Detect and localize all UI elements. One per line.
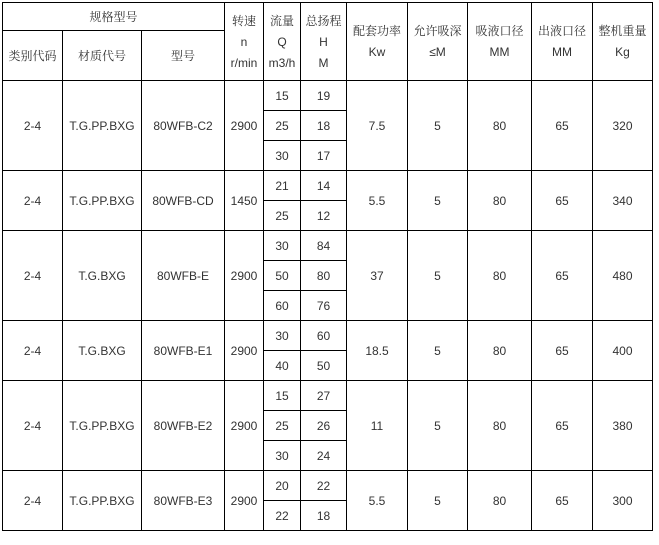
flow-cell: 30 bbox=[264, 321, 301, 351]
power-label: 配套功率 bbox=[352, 24, 401, 38]
power-cell: 37 bbox=[347, 231, 408, 321]
weight-cell: 340 bbox=[593, 171, 653, 231]
flow-cell: 15 bbox=[264, 381, 301, 411]
suction-depth-cell: 5 bbox=[408, 81, 468, 171]
head-cell: 50 bbox=[301, 351, 347, 381]
model-cell: 80WFB-C2 bbox=[142, 81, 225, 171]
flow-cell: 25 bbox=[264, 201, 301, 231]
table-row bbox=[3, 81, 653, 111]
material-code-cell: T.G.PP.BXG bbox=[63, 471, 142, 531]
head-cell: 84 bbox=[301, 231, 347, 261]
outlet-diameter-cell: 65 bbox=[532, 171, 593, 231]
flow-unit: m3/h bbox=[268, 55, 296, 70]
head-unit: M bbox=[318, 55, 329, 70]
head-cell: 14 bbox=[301, 171, 347, 201]
power-cell: 11 bbox=[347, 381, 408, 471]
suction-diameter-unit: MM bbox=[489, 45, 510, 59]
model-cell: 80WFB-E3 bbox=[142, 471, 225, 531]
category-code-cell: 2-4 bbox=[3, 81, 63, 171]
head-cell: 76 bbox=[301, 291, 347, 321]
suction-diameter-cell: 80 bbox=[468, 381, 532, 471]
flow-label: 流量 bbox=[269, 13, 294, 28]
suction-depth-cell: 5 bbox=[408, 321, 468, 381]
suction-depth-cell: 5 bbox=[408, 471, 468, 531]
head-cell: 12 bbox=[301, 201, 347, 231]
category-code-cell: 2-4 bbox=[3, 231, 63, 321]
suction-depth-cell: 5 bbox=[408, 381, 468, 471]
flow-header bbox=[264, 3, 301, 81]
head-cell: 17 bbox=[301, 141, 347, 171]
material-code-cell: T.G.PP.BXG bbox=[63, 171, 142, 231]
model-cell: 80WFB-E1 bbox=[142, 321, 225, 381]
suction-diameter-cell: 80 bbox=[468, 231, 532, 321]
table-row bbox=[3, 321, 653, 351]
head-cell: 26 bbox=[301, 411, 347, 441]
outlet-diameter-cell: 65 bbox=[532, 471, 593, 531]
flow-cell: 22 bbox=[264, 501, 301, 531]
suction-diameter-cell: 80 bbox=[468, 81, 532, 171]
table-row bbox=[3, 471, 653, 501]
flow-cell: 20 bbox=[264, 471, 301, 501]
suction-depth-cell: 5 bbox=[408, 171, 468, 231]
power-cell: 18.5 bbox=[347, 321, 408, 381]
outlet-diameter-cell: 65 bbox=[532, 321, 593, 381]
speed-cell: 2900 bbox=[225, 231, 264, 321]
speed-header bbox=[225, 3, 264, 81]
outlet-diameter-header bbox=[532, 3, 593, 81]
speed-cell: 2900 bbox=[225, 471, 264, 531]
model-cell: 80WFB-CD bbox=[142, 171, 225, 231]
spec-group-header: 规格型号 bbox=[3, 3, 225, 31]
flow-cell: 30 bbox=[264, 141, 301, 171]
speed-symbol: n bbox=[240, 34, 248, 49]
model-cell: 80WFB-E2 bbox=[142, 381, 225, 471]
table-row bbox=[3, 171, 653, 201]
table-row bbox=[3, 381, 653, 411]
material-code-cell: T.G.BXG bbox=[63, 321, 142, 381]
head-cell: 19 bbox=[301, 81, 347, 111]
head-cell: 18 bbox=[301, 501, 347, 531]
speed-cell: 2900 bbox=[225, 81, 264, 171]
head-symbol: H bbox=[319, 34, 328, 49]
weight-cell: 320 bbox=[593, 81, 653, 171]
head-cell: 80 bbox=[301, 261, 347, 291]
material-code-cell: T.G.PP.BXG bbox=[63, 381, 142, 471]
speed-label: 转速 bbox=[231, 13, 256, 28]
weight-unit: Kg bbox=[615, 45, 630, 59]
speed-cell: 2900 bbox=[225, 321, 264, 381]
suction-depth-label: 允许吸深 bbox=[413, 24, 462, 38]
suction-depth-header bbox=[408, 3, 468, 81]
power-cell: 5.5 bbox=[347, 471, 408, 531]
outlet-diameter-cell: 65 bbox=[532, 81, 593, 171]
table-row bbox=[3, 231, 653, 261]
weight-cell: 480 bbox=[593, 231, 653, 321]
header-row-top bbox=[3, 3, 653, 31]
material-code-cell: T.G.BXG bbox=[63, 231, 142, 321]
weight-cell: 380 bbox=[593, 381, 653, 471]
suction-diameter-header bbox=[468, 3, 532, 81]
suction-diameter-cell: 80 bbox=[468, 471, 532, 531]
suction-depth-cell: 5 bbox=[408, 231, 468, 321]
flow-symbol: Q bbox=[277, 34, 287, 49]
flow-cell: 25 bbox=[264, 111, 301, 141]
speed-cell: 1450 bbox=[225, 171, 264, 231]
head-cell: 27 bbox=[301, 381, 347, 411]
flow-cell: 21 bbox=[264, 171, 301, 201]
flow-cell: 50 bbox=[264, 261, 301, 291]
head-cell: 22 bbox=[301, 471, 347, 501]
category-code-cell: 2-4 bbox=[3, 381, 63, 471]
outlet-diameter-unit: MM bbox=[552, 45, 572, 59]
flow-cell: 40 bbox=[264, 351, 301, 381]
head-cell: 18 bbox=[301, 111, 347, 141]
model-cell: 80WFB-E bbox=[142, 231, 225, 321]
outlet-diameter-cell: 65 bbox=[532, 231, 593, 321]
head-cell: 60 bbox=[301, 321, 347, 351]
head-label: 总扬程 bbox=[305, 13, 342, 28]
flow-cell: 30 bbox=[264, 231, 301, 261]
pump-spec-table bbox=[2, 2, 653, 531]
suction-depth-unit: ≤M bbox=[429, 45, 446, 59]
weight-header bbox=[593, 3, 653, 81]
model-header: 型号 bbox=[142, 31, 225, 81]
speed-cell: 2900 bbox=[225, 381, 264, 471]
weight-label: 整机重量 bbox=[598, 24, 647, 38]
category-code-header: 类别代码 bbox=[3, 31, 63, 81]
weight-cell: 300 bbox=[593, 471, 653, 531]
category-code-cell: 2-4 bbox=[3, 471, 63, 531]
flow-cell: 30 bbox=[264, 441, 301, 471]
suction-diameter-cell: 80 bbox=[468, 321, 532, 381]
head-header bbox=[301, 3, 347, 81]
material-code-cell: T.G.PP.BXG bbox=[63, 81, 142, 171]
speed-unit: r/min bbox=[230, 55, 258, 70]
weight-cell: 400 bbox=[593, 321, 653, 381]
suction-diameter-cell: 80 bbox=[468, 171, 532, 231]
flow-cell: 60 bbox=[264, 291, 301, 321]
category-code-cell: 2-4 bbox=[3, 321, 63, 381]
power-header bbox=[347, 3, 408, 81]
outlet-diameter-cell: 65 bbox=[532, 381, 593, 471]
material-code-header: 材质代号 bbox=[63, 31, 142, 81]
category-code-cell: 2-4 bbox=[3, 171, 63, 231]
power-cell: 5.5 bbox=[347, 171, 408, 231]
flow-cell: 25 bbox=[264, 411, 301, 441]
power-unit: Kw bbox=[368, 45, 386, 59]
power-cell: 7.5 bbox=[347, 81, 408, 171]
outlet-diameter-label: 出液口径 bbox=[537, 24, 586, 38]
flow-cell: 15 bbox=[264, 81, 301, 111]
suction-diameter-label: 吸液口径 bbox=[475, 24, 524, 38]
head-cell: 24 bbox=[301, 441, 347, 471]
